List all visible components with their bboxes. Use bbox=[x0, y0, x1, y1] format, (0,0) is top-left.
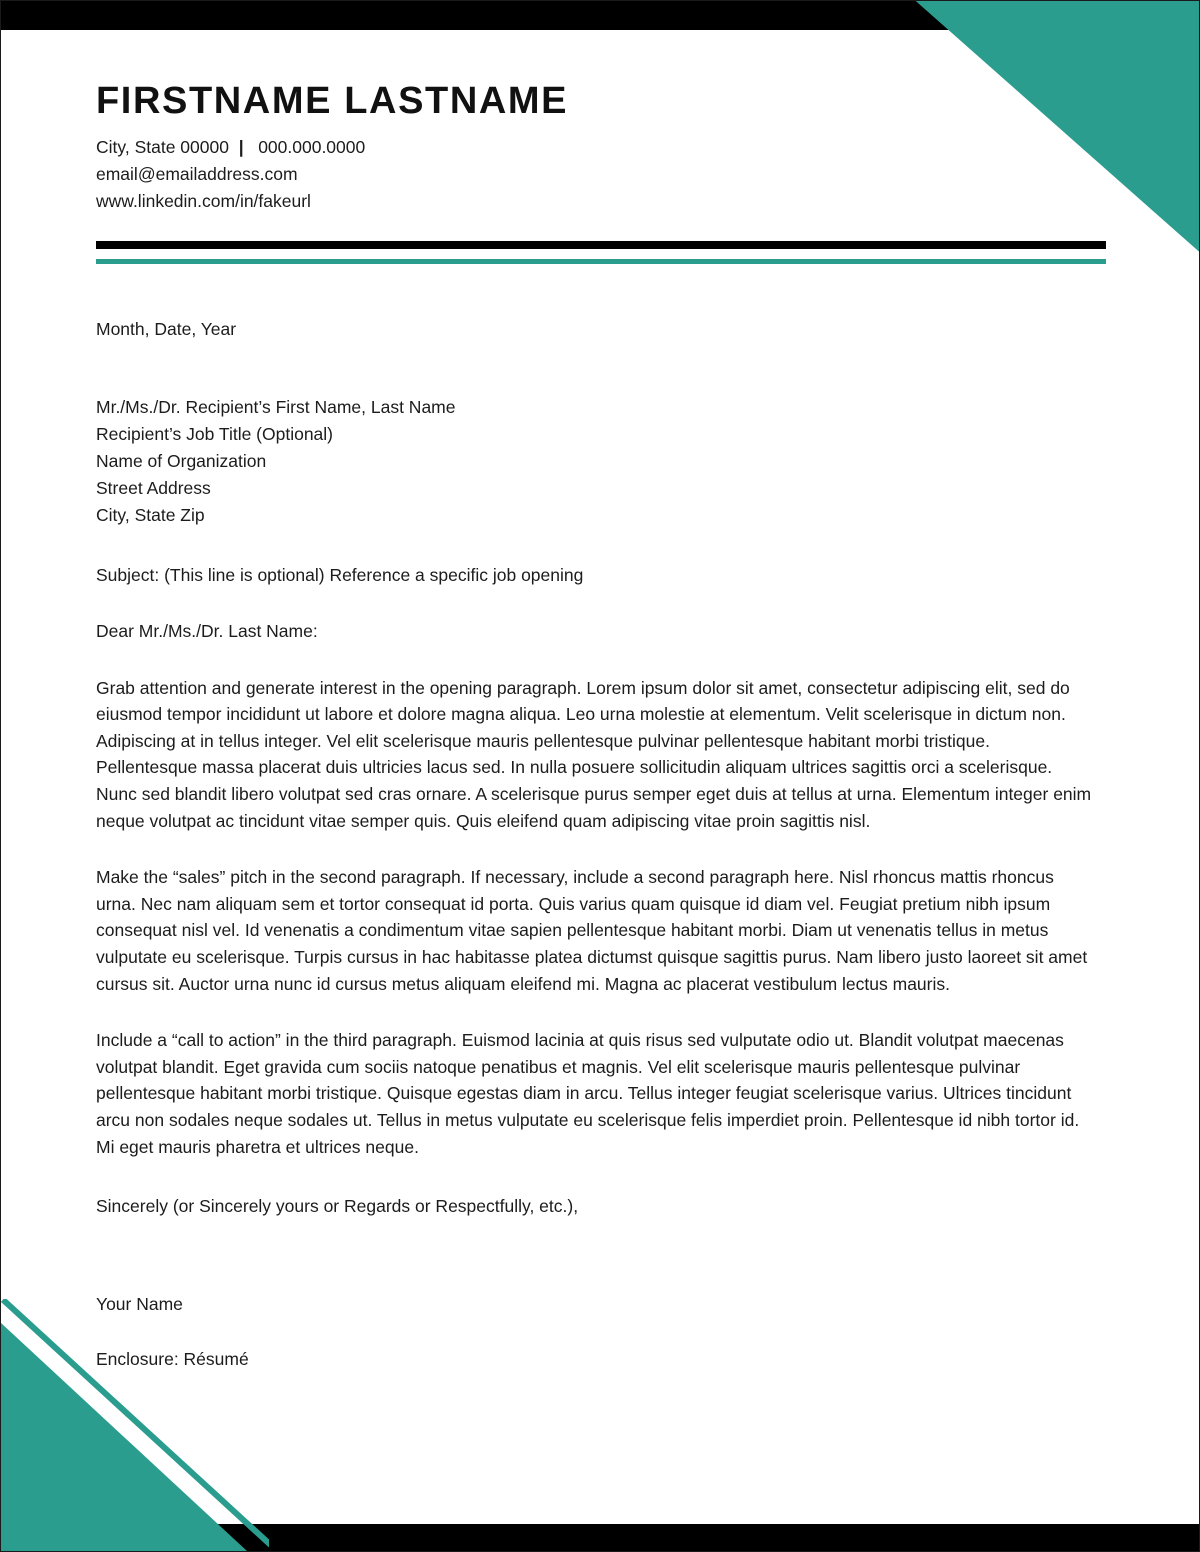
page-title: FIRSTNAME LASTNAME bbox=[96, 80, 569, 122]
contact-phone: 000.000.0000 bbox=[258, 136, 366, 157]
recipient-city-state-zip: City, State Zip bbox=[96, 505, 205, 526]
header-divider bbox=[96, 241, 1106, 264]
letter-paragraph-1: Grab attention and generate interest in the opening paragraph. Lorem ipsum dolor sit amet, consectetur adipiscing elit, sed do eiusmod tempor incididunt ut labore et dolore magna aliqua. Leo urna molestie at elementum. Velit scelerisque in dictum non. Adipiscing at in tellus integer. Vel elit scelerisque mauris pellentesque pulvinar pellentesque habitant morbi tristique. Pellentesque massa placerat duis ultricies lacus sed. In nulla posuere sollicitudin aliquam ultrices sagittis orci a scelerisque. Nunc sed blandit libero volutpat sed cras ornare. A scelerisque purus semper eget duis at tellus at urna. Elementum integer enim neque volutpat ac tincidunt vitae semper quis. Quis eleifend quam adipiscing vitae proin sagittis nisl. bbox=[96, 677, 1092, 831]
contact-line-location-phone bbox=[96, 134, 1104, 161]
contact-city-state-zip: City, State 00000 bbox=[96, 136, 229, 157]
letter-date: Month, Date, Year bbox=[96, 319, 237, 340]
letter-paragraph-3: Include a “call to action” in the third paragraph. Euismod lacinia at quis risus sed vulputate odio ut. Blandit volutpat maecenas volutpat blandit. Eget gravida cum sociis natoque penatibus et magnis. Vel elit scelerisque mauris pellentesque pulvinar pellentesque habitant morbi tristique. Quisque egestas diam in arcu. Tellus integer feugiat scelerisque varius. Ultrices tincidunt arcu non sodales neque sodales ut. Tellus in metus vulputate eu scelerisque felis imperdiet proin. Pellentesque id nibh tortor id. Mi eget mauris pharetra et ultrices neque. bbox=[96, 1030, 1080, 1157]
letter-enclosure: Enclosure: Résumé bbox=[96, 1348, 249, 1369]
letter-subject-line: Subject: (This line is optional) Reference a specific job opening bbox=[96, 565, 584, 586]
recipient-organization: Name of Organization bbox=[96, 451, 267, 472]
letter-paragraph-2: Make the “sales” pitch in the second paragraph. If necessary, include a second paragraph here. Nisl rhoncus mattis rhoncus urna. Nec nam aliquam sem et tortor consequat id porta. Quis varius quam quisque id diam vel. Feugiat pretium nibh ipsum consequat nisl vel. Id venenatis a condimentum vitae sapien pellentesque habitant morbi. Diam ut venenatis tellus in metus vulputate eu scelerisque. Turpis cursus in hac habitasse platea dictumst quisque sagittis purus. Nam libero justo laoreet sit amet cursus sit. Auctor urna nunc id cursus metus aliquam eleifend mi. Magna ac placerat vestibulum lectus mauris. bbox=[96, 867, 1088, 994]
letter-body bbox=[96, 316, 1104, 1372]
recipient-name: Mr./Ms./Dr. Recipient’s First Name, Last Name bbox=[96, 397, 456, 418]
contact-email: email@emailaddress.com bbox=[96, 163, 298, 184]
recipient-job-title: Recipient’s Job Title (Optional) bbox=[96, 424, 334, 445]
recipient-address-block bbox=[96, 394, 1104, 529]
contact-block bbox=[96, 134, 1104, 215]
divider-black-rule bbox=[96, 241, 1106, 249]
contact-linkedin: www.linkedin.com/in/fakeurl bbox=[96, 191, 311, 212]
signature-name: Your Name bbox=[96, 1294, 183, 1315]
divider-teal-rule bbox=[96, 259, 1106, 264]
contact-separator: | bbox=[238, 136, 244, 157]
letter-salutation: Dear Mr./Ms./Dr. Last Name: bbox=[96, 621, 318, 642]
letter-content bbox=[1, 1, 1199, 1372]
letter-closing: Sincerely (or Sincerely yours or Regards or Respectfully, etc.), bbox=[96, 1196, 579, 1217]
recipient-street: Street Address bbox=[96, 478, 211, 499]
